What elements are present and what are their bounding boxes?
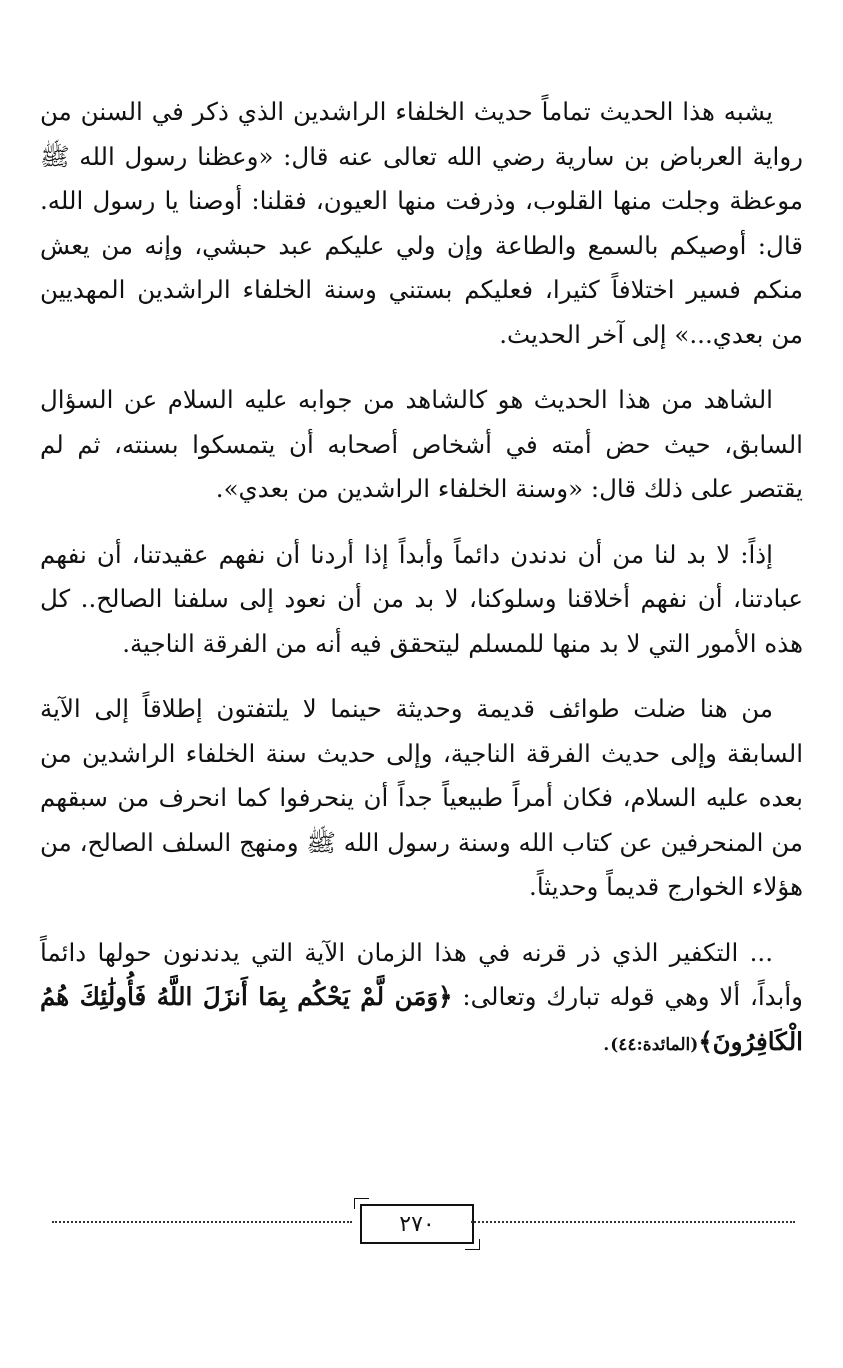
quran-verse: ﴿وَمَن لَّمْ يَحْكُم بِمَا أَنزَلَ اللَّهُ فَأُولَٰئِكَ هُمُ الْكَافِرُونَ﴾ [40,982,803,1056]
page-body [40,90,803,1088]
paragraph-1: يشبه هذا الحديث تماماً حديث الخلفاء الراشدين الذي ذكر في السنن من رواية العرباض بن سارية رضي الله تعالى عنه قال: «وعظنا رسول الله ﷺ موعظة وجلت منها القلوب، وذرفت منها العيون، فقلنا: أوصنا يا رسول الله. قال: أوصيكم بالسمع والطاعة وإن ولي عليكم عبد حبشي، وإنه من يعش منكم فسير اختلافاً كثيرا، فعليكم بستني وسنة الخلفاء الراشدين المهديين من بعدي...» إلى آخر الحديث. [40,97,803,349]
footer-rule-left [52,1221,352,1223]
paragraph-5-text: ... التكفير الذي ذر قرنه في هذا الزمان الآية التي يدندنون حولها دائماً وأبداً، ألا وهي قوله تبارك وتعالى: [40,937,803,1011]
page-number: ٢٧٠ [399,1211,435,1237]
paragraph-5-end: . [602,1026,611,1056]
page-number-frame [360,1204,474,1244]
paragraph-2: الشاهد من هذا الحديث هو كالشاهد من جوابه عليه السلام عن السؤال السابق، حيث حض أمته في أشخاص أصحابه أن يتمسكوا بسنته، ثم لم يقتصر على ذلك قال: «وسنة الخلفاء الراشدين من بعدي». [40,385,803,503]
page-footer [52,1204,795,1248]
verse-reference: (المائدة:٤٤) [610,1034,699,1055]
paragraph-3: إذاً: لا بد لنا من أن ندندن دائماً وأبداً إذا أردنا أن نفهم عقيدتنا، أن نفهم عبادتنا، أن نفهم أخلاقنا وسلوكنا، لا بد من أن نعود إلى سلفنا الصالح.. كل هذه الأمور التي لا بد منها للمسلم ليتحقق فيه أنه من الفرقة الناجية. [40,539,803,658]
paragraph-4: من هنا ضلت طوائف قديمة وحديثة حينما لا يلتفتون إطلاقاً إلى الآية السابقة وإلى حديث الفرقة الناجية، وإلى حديث سنة الخلفاء الراشدين من بعده عليه السلام، فكان أمراً طبيعياً جداً أن ينحرفوا كما انحرف من سبقهم من المنحرفين عن كتاب الله وسنة رسول الله ﷺ ومنهج السلف الصالح، من هؤلاء الخوارج قديماً وحديثاً. [40,694,803,901]
paragraph-5 [40,931,803,1068]
footer-rule-right [471,1221,795,1223]
frame-ornament-icon [465,1239,480,1250]
frame-ornament-icon [354,1198,369,1209]
